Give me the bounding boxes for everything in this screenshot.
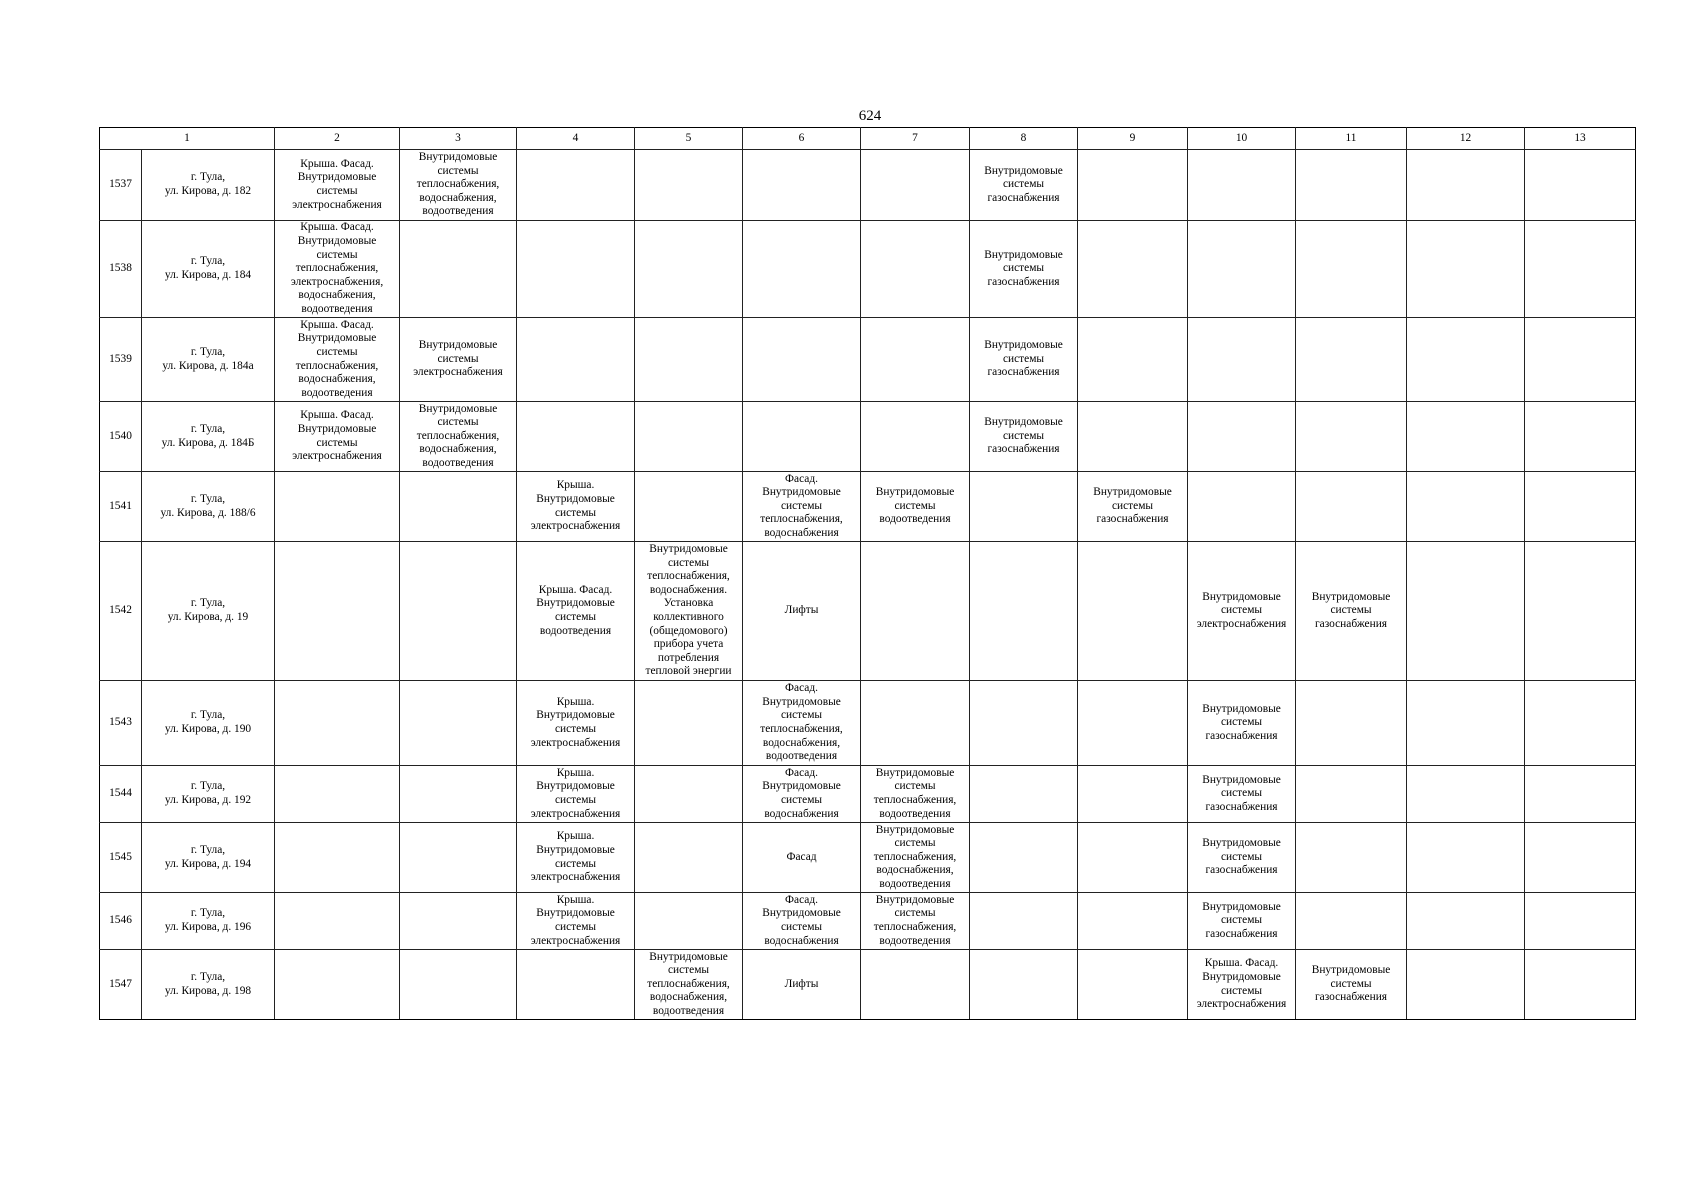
table-cell	[970, 542, 1078, 681]
address-cell: г. Тула, ул. Кирова, д. 184	[142, 221, 275, 318]
table-cell: Внутридомовые системы теплоснабжения, водоснабжения, водоотведения	[861, 823, 970, 893]
address-cell: г. Тула, ул. Кирова, д. 184Б	[142, 402, 275, 472]
table-cell	[1296, 681, 1407, 766]
table-cell	[275, 472, 400, 542]
table-cell	[517, 150, 635, 221]
table-cell: Внутридомовые системы теплоснабжения, водоснабжения, водоотведения	[400, 150, 517, 221]
table-cell	[517, 221, 635, 318]
table-cell	[861, 318, 970, 402]
column-header: 1	[100, 128, 275, 150]
table-cell: Фасад. Внутридомовые системы водоснабжения	[743, 893, 861, 950]
table-cell	[743, 318, 861, 402]
table-cell	[275, 823, 400, 893]
table-cell	[743, 402, 861, 472]
table-cell: Внутридомовые системы газоснабжения	[1188, 823, 1296, 893]
column-header: 12	[1407, 128, 1525, 150]
table-cell	[635, 472, 743, 542]
row-number: 1544	[100, 766, 142, 823]
table-cell	[1188, 221, 1296, 318]
row-number: 1547	[100, 950, 142, 1020]
table-cell	[1296, 221, 1407, 318]
table-cell	[635, 402, 743, 472]
table-cell: Внутридомовые системы газоснабжения	[970, 221, 1078, 318]
table-cell: Фасад	[743, 823, 861, 893]
table-cell	[1078, 681, 1188, 766]
table-cell	[1407, 950, 1525, 1020]
table-cell: Внутридомовые системы газоснабжения	[970, 318, 1078, 402]
table-cell	[635, 150, 743, 221]
table-cell: Внутридомовые системы газоснабжения	[1078, 472, 1188, 542]
table-cell	[1525, 893, 1636, 950]
table-cell	[1078, 221, 1188, 318]
table-cell: Крыша. Внутридомовые системы электроснабжения	[517, 893, 635, 950]
table-cell	[1078, 318, 1188, 402]
table-cell: Фасад. Внутридомовые системы теплоснабжения, водоснабжения, водоотведения	[743, 681, 861, 766]
table-cell: Фасад. Внутридомовые системы теплоснабжения, водоснабжения	[743, 472, 861, 542]
table-cell	[635, 318, 743, 402]
column-header: 3	[400, 128, 517, 150]
data-table	[99, 127, 1636, 1020]
table-cell	[1188, 402, 1296, 472]
table-cell	[400, 823, 517, 893]
table-cell	[635, 681, 743, 766]
table-cell: Внутридомовые системы газоснабжения	[970, 402, 1078, 472]
table-cell	[275, 681, 400, 766]
table-cell: Крыша. Внутридомовые системы электроснабжения	[517, 823, 635, 893]
table-cell	[1407, 766, 1525, 823]
table-row	[100, 150, 1636, 221]
table-row	[100, 766, 1636, 823]
table-cell	[1525, 402, 1636, 472]
column-header: 5	[635, 128, 743, 150]
table-cell	[1407, 150, 1525, 221]
table-cell	[400, 472, 517, 542]
table-cell	[635, 893, 743, 950]
table-cell	[1525, 823, 1636, 893]
address-cell: г. Тула, ул. Кирова, д. 184а	[142, 318, 275, 402]
table-cell	[635, 221, 743, 318]
address-cell: г. Тула, ул. Кирова, д. 19	[142, 542, 275, 681]
table-row	[100, 542, 1636, 681]
table-cell	[1188, 150, 1296, 221]
table-cell	[1078, 823, 1188, 893]
row-number: 1538	[100, 221, 142, 318]
table-cell	[400, 681, 517, 766]
table-cell	[635, 766, 743, 823]
table-cell	[635, 823, 743, 893]
table-cell	[1525, 950, 1636, 1020]
row-number: 1537	[100, 150, 142, 221]
table-cell	[970, 950, 1078, 1020]
table-row	[100, 402, 1636, 472]
table-cell: Крыша. Внутридомовые системы электроснабжения	[517, 766, 635, 823]
table-cell	[400, 542, 517, 681]
table-row	[100, 823, 1636, 893]
table-cell	[861, 221, 970, 318]
table-cell	[970, 823, 1078, 893]
table-cell: Внутридомовые системы электроснабжения	[400, 318, 517, 402]
row-number: 1542	[100, 542, 142, 681]
address-cell: г. Тула, ул. Кирова, д. 182	[142, 150, 275, 221]
table-cell: Внутридомовые системы теплоснабжения, водоснабжения. Установка коллективного (общедомового) прибора учета потребления тепловой энергии	[635, 542, 743, 681]
table-cell: Крыша. Фасад. Внутридомовые системы теплоснабжения, водоснабжения, водоотведения	[275, 318, 400, 402]
table-cell	[1078, 950, 1188, 1020]
table-cell	[970, 766, 1078, 823]
table-cell: Внутридомовые системы газоснабжения	[1296, 950, 1407, 1020]
table-cell: Крыша. Фасад. Внутридомовые системы электроснабжения	[275, 402, 400, 472]
address-cell: г. Тула, ул. Кирова, д. 198	[142, 950, 275, 1020]
table-cell	[1188, 318, 1296, 402]
table-cell	[861, 402, 970, 472]
header-row	[100, 128, 1636, 150]
table-cell	[400, 766, 517, 823]
table-cell	[1296, 150, 1407, 221]
column-header: 4	[517, 128, 635, 150]
table-cell	[1407, 681, 1525, 766]
table-cell: Лифты	[743, 950, 861, 1020]
table-cell	[743, 150, 861, 221]
table-cell: Внутридомовые системы водоотведения	[861, 472, 970, 542]
row-number: 1541	[100, 472, 142, 542]
column-header: 6	[743, 128, 861, 150]
column-header: 2	[275, 128, 400, 150]
column-header: 7	[861, 128, 970, 150]
table-cell	[1296, 823, 1407, 893]
table-cell	[1078, 766, 1188, 823]
row-number: 1543	[100, 681, 142, 766]
table-cell	[1525, 318, 1636, 402]
table-cell: Крыша. Внутридомовые системы электроснабжения	[517, 681, 635, 766]
row-number: 1545	[100, 823, 142, 893]
table-cell: Внутридомовые системы газоснабжения	[1188, 681, 1296, 766]
table-cell	[861, 681, 970, 766]
table-row	[100, 472, 1636, 542]
table-cell	[1525, 681, 1636, 766]
table-cell	[1078, 893, 1188, 950]
address-cell: г. Тула, ул. Кирова, д. 190	[142, 681, 275, 766]
table-cell	[1296, 472, 1407, 542]
table-cell	[1296, 766, 1407, 823]
table-cell	[517, 318, 635, 402]
table-cell: Крыша. Фасад. Внутридомовые системы водоотведения	[517, 542, 635, 681]
table-cell	[1296, 318, 1407, 402]
table-cell: Фасад. Внутридомовые системы водоснабжения	[743, 766, 861, 823]
table-cell	[1407, 402, 1525, 472]
table-cell: Крыша. Фасад. Внутридомовые системы электроснабжения	[1188, 950, 1296, 1020]
table-cell	[1188, 472, 1296, 542]
table-cell	[1078, 542, 1188, 681]
table-cell	[400, 221, 517, 318]
table-cell: Внутридомовые системы теплоснабжения, водоснабжения, водоотведения	[635, 950, 743, 1020]
table-cell	[517, 402, 635, 472]
address-cell: г. Тула, ул. Кирова, д. 192	[142, 766, 275, 823]
address-cell: г. Тула, ул. Кирова, д. 188/6	[142, 472, 275, 542]
table-cell	[275, 766, 400, 823]
table-cell	[1525, 150, 1636, 221]
table-cell	[970, 681, 1078, 766]
table-cell	[1078, 402, 1188, 472]
address-cell: г. Тула, ул. Кирова, д. 194	[142, 823, 275, 893]
table-cell	[275, 893, 400, 950]
table-cell: Внутридомовые системы теплоснабжения, водоотведения	[861, 893, 970, 950]
table-cell	[400, 950, 517, 1020]
table-cell	[1525, 472, 1636, 542]
table-cell	[1525, 221, 1636, 318]
table-cell	[970, 893, 1078, 950]
table-cell	[1407, 542, 1525, 681]
table-cell	[275, 950, 400, 1020]
table-cell	[1296, 893, 1407, 950]
table-row	[100, 681, 1636, 766]
table-cell	[861, 150, 970, 221]
table-cell	[1407, 823, 1525, 893]
table-cell	[517, 950, 635, 1020]
table-cell	[861, 950, 970, 1020]
table-cell: Лифты	[743, 542, 861, 681]
table-cell	[1407, 318, 1525, 402]
table-cell: Внутридомовые системы газоснабжения	[970, 150, 1078, 221]
table-row	[100, 893, 1636, 950]
column-header: 9	[1078, 128, 1188, 150]
table-cell: Крыша. Фасад. Внутридомовые системы теплоснабжения, электроснабжения, водоснабжения, водоотведения	[275, 221, 400, 318]
table-cell: Внутридомовые системы теплоснабжения, водоотведения	[861, 766, 970, 823]
table-row	[100, 221, 1636, 318]
table-cell: Крыша. Фасад. Внутридомовые системы электроснабжения	[275, 150, 400, 221]
table-cell	[1525, 766, 1636, 823]
table-cell	[1078, 150, 1188, 221]
table-cell	[1407, 221, 1525, 318]
table-cell: Внутридомовые системы газоснабжения	[1188, 766, 1296, 823]
table-cell: Внутридомовые системы электроснабжения	[1188, 542, 1296, 681]
row-number: 1539	[100, 318, 142, 402]
table-cell	[400, 893, 517, 950]
table-cell	[1525, 542, 1636, 681]
table-cell	[861, 542, 970, 681]
table-cell	[1296, 402, 1407, 472]
table-cell	[275, 542, 400, 681]
column-header: 13	[1525, 128, 1636, 150]
table-row	[100, 950, 1636, 1020]
table-cell: Внутридомовые системы газоснабжения	[1296, 542, 1407, 681]
table-cell: Внутридомовые системы газоснабжения	[1188, 893, 1296, 950]
table-cell: Крыша. Внутридомовые системы электроснабжения	[517, 472, 635, 542]
page-number: 624	[858, 108, 882, 124]
table-row	[100, 318, 1636, 402]
table-cell	[970, 472, 1078, 542]
address-cell: г. Тула, ул. Кирова, д. 196	[142, 893, 275, 950]
row-number: 1546	[100, 893, 142, 950]
column-header: 11	[1296, 128, 1407, 150]
column-header: 10	[1188, 128, 1296, 150]
table-cell: Внутридомовые системы теплоснабжения, водоснабжения, водоотведения	[400, 402, 517, 472]
table-cell	[743, 221, 861, 318]
table-cell	[1407, 472, 1525, 542]
column-header: 8	[970, 128, 1078, 150]
row-number: 1540	[100, 402, 142, 472]
table-cell	[1407, 893, 1525, 950]
